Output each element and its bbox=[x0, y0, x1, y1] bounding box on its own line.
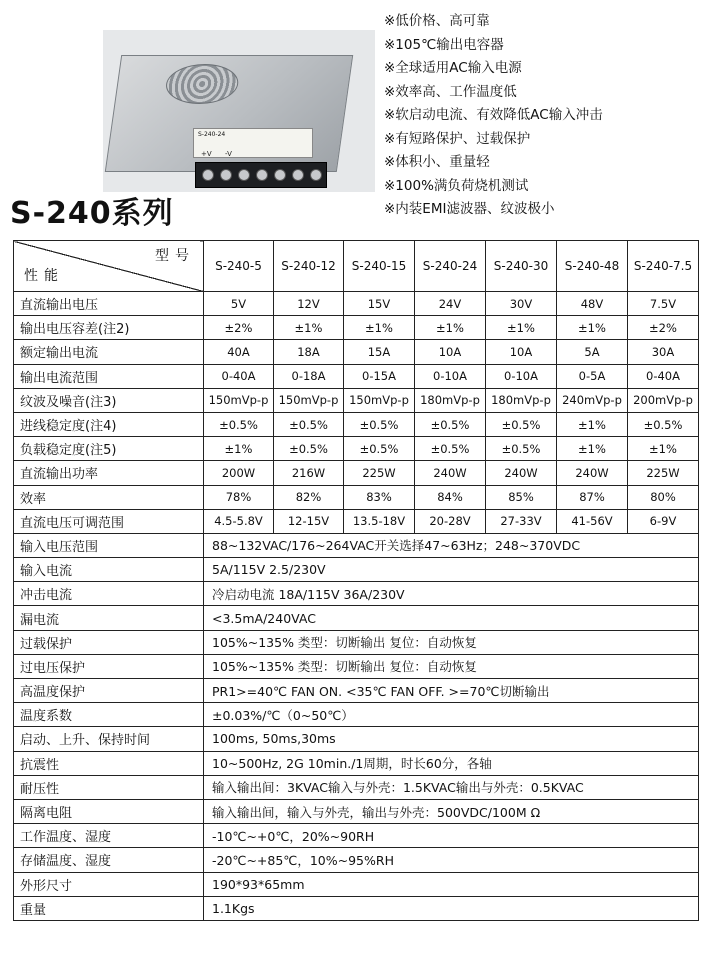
terminal-screw bbox=[292, 169, 304, 181]
table-cell: 12V bbox=[274, 292, 344, 316]
row-label: 纹波及噪音(注3) bbox=[14, 388, 204, 412]
model-header: S-240-7.5 bbox=[628, 241, 699, 292]
table-row bbox=[14, 461, 699, 485]
spec-table bbox=[13, 240, 699, 921]
model-header: S-240-24 bbox=[415, 241, 486, 292]
table-row bbox=[14, 872, 699, 896]
table-cell: ±0.5% bbox=[344, 412, 415, 436]
row-label: 漏电流 bbox=[14, 606, 204, 630]
table-row bbox=[14, 412, 699, 436]
table-cell: 30A bbox=[628, 340, 699, 364]
product-label-text: S-240-24 bbox=[198, 131, 226, 138]
row-label: 工作温度、湿度 bbox=[14, 824, 204, 848]
row-label: 直流输出功率 bbox=[14, 461, 204, 485]
corner-label-performance: 性能 bbox=[24, 268, 64, 284]
terminal-screw bbox=[202, 169, 214, 181]
model-header: S-240-5 bbox=[204, 241, 274, 292]
table-row bbox=[14, 727, 699, 751]
spec-value: 5A/115V 2.5/230V bbox=[204, 558, 699, 582]
table-row bbox=[14, 775, 699, 799]
table-row bbox=[14, 485, 699, 509]
spec-value: -10℃~+0℃，20%~90RH bbox=[204, 824, 699, 848]
table-cell: 12-15V bbox=[274, 509, 344, 533]
table-cell: 27-33V bbox=[486, 509, 557, 533]
spec-value: 105%~135% 类型：切断输出 复位：自动恢复 bbox=[204, 630, 699, 654]
table-cell: 0-40A bbox=[628, 364, 699, 388]
feature-item: ※全球适用AC输入电源 bbox=[384, 60, 522, 76]
row-label: 输出电流范围 bbox=[14, 364, 204, 388]
spec-value: 输入输出间，输入与外壳，输出与外壳：500VDC/100M Ω bbox=[204, 799, 699, 823]
table-row bbox=[14, 606, 699, 630]
table-row bbox=[14, 679, 699, 703]
table-cell: 200W bbox=[204, 461, 274, 485]
table-cell: 41-56V bbox=[557, 509, 628, 533]
row-label: 重量 bbox=[14, 896, 204, 920]
spec-value: 190*93*65mm bbox=[204, 872, 699, 896]
table-cell: 5V bbox=[204, 292, 274, 316]
series-title: S-240系列 bbox=[10, 196, 174, 231]
model-header: S-240-15 bbox=[344, 241, 415, 292]
row-label: 输入电流 bbox=[14, 558, 204, 582]
table-cell: 180mVp-p bbox=[486, 388, 557, 412]
table-cell: 4.5-5.8V bbox=[204, 509, 274, 533]
spec-value: 冷启动电流 18A/115V 36A/230V bbox=[204, 582, 699, 606]
feature-list bbox=[384, 10, 603, 222]
table-cell: 30V bbox=[486, 292, 557, 316]
table-header-row bbox=[14, 241, 699, 292]
table-cell: ±1% bbox=[486, 316, 557, 340]
table-row bbox=[14, 316, 699, 340]
table-row bbox=[14, 558, 699, 582]
table-cell: 150mVp-p bbox=[204, 388, 274, 412]
table-cell: 240W bbox=[486, 461, 557, 485]
table-cell: ±0.5% bbox=[415, 437, 486, 461]
row-label: 负载稳定度(注5) bbox=[14, 437, 204, 461]
table-cell: 7.5V bbox=[628, 292, 699, 316]
table-cell: 18A bbox=[274, 340, 344, 364]
table-cell: 78% bbox=[204, 485, 274, 509]
table-cell: 225W bbox=[628, 461, 699, 485]
product-photo bbox=[103, 30, 375, 192]
table-cell: ±1% bbox=[557, 316, 628, 340]
table-cell: ±1% bbox=[204, 437, 274, 461]
table-row bbox=[14, 292, 699, 316]
row-label: 直流输出电压 bbox=[14, 292, 204, 316]
row-label: 外形尺寸 bbox=[14, 872, 204, 896]
table-cell: 0-5A bbox=[557, 364, 628, 388]
row-label: 温度系数 bbox=[14, 703, 204, 727]
table-cell: ±1% bbox=[628, 437, 699, 461]
feature-item: ※效率高、工作温度低 bbox=[384, 83, 517, 100]
table-cell: ±0.5% bbox=[486, 437, 557, 461]
model-header: S-240-48 bbox=[557, 241, 628, 292]
feature-item: ※软启动电流、有效降低AC输入冲击 bbox=[384, 107, 603, 123]
row-label: 高温度保护 bbox=[14, 679, 204, 703]
spec-value: 105%~135% 类型：切断输出 复位：自动恢复 bbox=[204, 654, 699, 678]
spec-value: 88~132VAC/176~264VAC开关选择47~63Hz；248~370VDC bbox=[204, 533, 699, 557]
table-cell: 83% bbox=[344, 485, 415, 509]
table-row bbox=[14, 896, 699, 920]
table-cell: 0-18A bbox=[274, 364, 344, 388]
corner-label-model: 型号 bbox=[155, 248, 195, 264]
table-row bbox=[14, 703, 699, 727]
spec-value: ±0.03%/℃（0~50℃） bbox=[204, 703, 699, 727]
table-cell: 13.5-18V bbox=[344, 509, 415, 533]
table-cell: 85% bbox=[486, 485, 557, 509]
table-cell: ±0.5% bbox=[415, 412, 486, 436]
table-cell: 180mVp-p bbox=[415, 388, 486, 412]
table-row bbox=[14, 799, 699, 823]
terminal-screw bbox=[310, 169, 322, 181]
table-cell: 150mVp-p bbox=[344, 388, 415, 412]
terminal-screw bbox=[274, 169, 286, 181]
table-cell: 240mVp-p bbox=[557, 388, 628, 412]
table-cell: 82% bbox=[274, 485, 344, 509]
table-cell: ±0.5% bbox=[486, 412, 557, 436]
spec-value: -20℃~+85℃，10%~95%RH bbox=[204, 848, 699, 872]
table-row bbox=[14, 751, 699, 775]
row-label: 输入电压范围 bbox=[14, 533, 204, 557]
row-label: 隔离电阻 bbox=[14, 799, 204, 823]
spec-value: 100ms, 50ms,30ms bbox=[204, 727, 699, 751]
table-cell: ±1% bbox=[557, 437, 628, 461]
table-row bbox=[14, 388, 699, 412]
row-label: 启动、上升、保持时间 bbox=[14, 727, 204, 751]
table-cell: 216W bbox=[274, 461, 344, 485]
table-cell: ±0.5% bbox=[628, 412, 699, 436]
table-cell: ±1% bbox=[274, 316, 344, 340]
table-cell: ±1% bbox=[415, 316, 486, 340]
row-label: 效率 bbox=[14, 485, 204, 509]
table-cell: 20-28V bbox=[415, 509, 486, 533]
table-cell: 225W bbox=[344, 461, 415, 485]
table-cell: ±0.5% bbox=[204, 412, 274, 436]
table-row bbox=[14, 340, 699, 364]
table-cell: 240W bbox=[557, 461, 628, 485]
table-row bbox=[14, 582, 699, 606]
fan-grille-icon bbox=[163, 64, 241, 104]
spec-value: 10~500Hz, 2G 10min./1周期，时长60分，各轴 bbox=[204, 751, 699, 775]
header-corner-cell bbox=[14, 241, 204, 292]
row-label: 存储温度、湿度 bbox=[14, 848, 204, 872]
feature-item: ※体积小、重量轻 bbox=[384, 154, 490, 170]
table-cell: 0-15A bbox=[344, 364, 415, 388]
table-cell: 200mVp-p bbox=[628, 388, 699, 412]
feature-item: ※有短路保护、过载保护 bbox=[384, 130, 531, 147]
spec-value: PR1>=40℃ FAN ON. <35℃ FAN OFF. >=70℃切断输出 bbox=[204, 679, 699, 703]
spec-value: 输入输出间：3KVAC输入与外壳：1.5KVAC输出与外壳：0.5KVAC bbox=[204, 775, 699, 799]
table-cell: 48V bbox=[557, 292, 628, 316]
row-label: 冲击电流 bbox=[14, 582, 204, 606]
table-cell: ±2% bbox=[204, 316, 274, 340]
table-cell: 80% bbox=[628, 485, 699, 509]
table-cell: 15V bbox=[344, 292, 415, 316]
table-cell: 24V bbox=[415, 292, 486, 316]
table-cell: ±1% bbox=[557, 412, 628, 436]
table-cell: ±0.5% bbox=[274, 412, 344, 436]
table-cell: 15A bbox=[344, 340, 415, 364]
table-row bbox=[14, 437, 699, 461]
spec-value: 1.1Kgs bbox=[204, 896, 699, 920]
terminal-label-plus: +V bbox=[201, 150, 212, 158]
row-label: 输出电压容差(注2) bbox=[14, 316, 204, 340]
feature-item: ※105℃输出电容器 bbox=[384, 36, 504, 53]
table-cell: 150mVp-p bbox=[274, 388, 344, 412]
table-cell: 0-40A bbox=[204, 364, 274, 388]
terminal-block bbox=[195, 162, 327, 188]
row-label: 过载保护 bbox=[14, 630, 204, 654]
table-cell: ±1% bbox=[344, 316, 415, 340]
table-cell: 5A bbox=[557, 340, 628, 364]
table-cell: 87% bbox=[557, 485, 628, 509]
table-cell: 40A bbox=[204, 340, 274, 364]
table-row bbox=[14, 630, 699, 654]
feature-item: ※低价格、高可靠 bbox=[384, 13, 490, 29]
terminal-screw bbox=[238, 169, 250, 181]
row-label: 过电压保护 bbox=[14, 654, 204, 678]
terminal-label-minus: -V bbox=[225, 150, 232, 158]
feature-item: ※内装EMI滤波器、纹波极小 bbox=[384, 201, 555, 217]
model-header: S-240-12 bbox=[274, 241, 344, 292]
table-cell: 0-10A bbox=[486, 364, 557, 388]
terminal-screw bbox=[220, 169, 232, 181]
table-row bbox=[14, 654, 699, 678]
table-row bbox=[14, 824, 699, 848]
terminal-screw bbox=[256, 169, 268, 181]
row-label: 直流电压可调范围 bbox=[14, 509, 204, 533]
table-row bbox=[14, 509, 699, 533]
row-label: 进线稳定度(注4) bbox=[14, 412, 204, 436]
row-label: 耐压性 bbox=[14, 775, 204, 799]
table-cell: 6-9V bbox=[628, 509, 699, 533]
table-cell: 10A bbox=[415, 340, 486, 364]
row-label: 额定输出电流 bbox=[14, 340, 204, 364]
table-row bbox=[14, 848, 699, 872]
model-header: S-240-30 bbox=[486, 241, 557, 292]
table-cell: ±0.5% bbox=[344, 437, 415, 461]
table-cell: ±2% bbox=[628, 316, 699, 340]
table-cell: 10A bbox=[486, 340, 557, 364]
table-row bbox=[14, 533, 699, 557]
spec-value: <3.5mA/240VAC bbox=[204, 606, 699, 630]
table-cell: 240W bbox=[415, 461, 486, 485]
feature-item: ※100%满负荷烧机测试 bbox=[384, 177, 529, 194]
table-cell: 0-10A bbox=[415, 364, 486, 388]
row-label: 抗震性 bbox=[14, 751, 204, 775]
table-row bbox=[14, 364, 699, 388]
table-cell: 84% bbox=[415, 485, 486, 509]
table-cell: ±0.5% bbox=[274, 437, 344, 461]
